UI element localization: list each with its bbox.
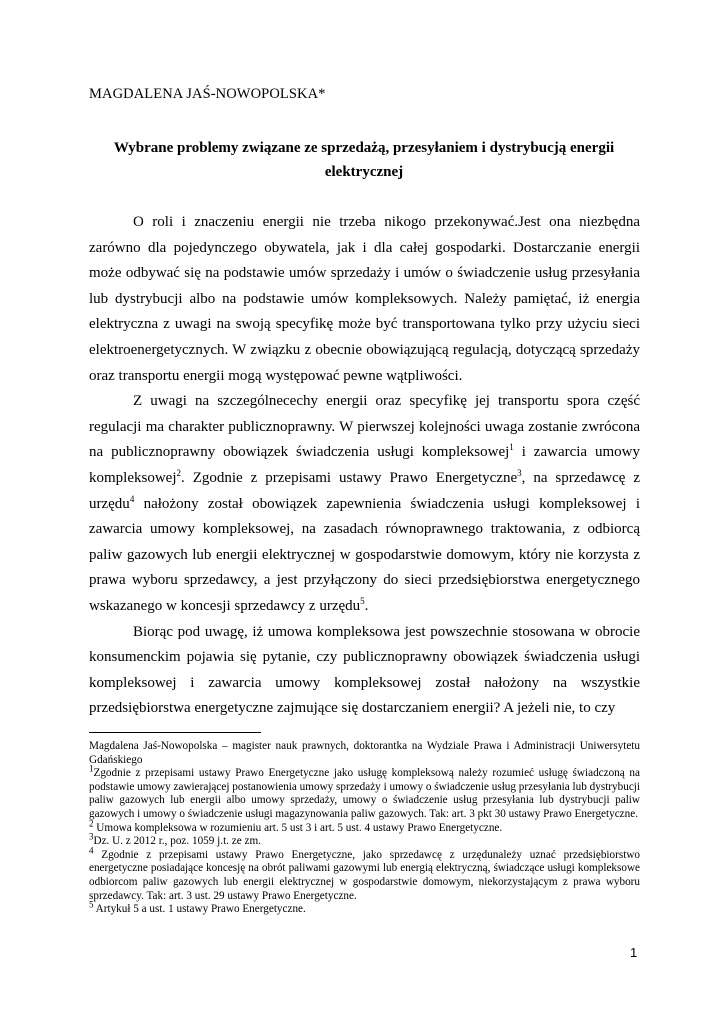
footnote-1-text: Zgodnie z przepisami ustawy Prawo Energetyczne jako usługę kompleksową należy rozumieć usługę świadczoną na podstawie umowy zawierającej postanowienia umowy sprzedaży i umowy o świadczenie usług przesyłania lub dystrybucji paliw gazowych lub energii albo umowy sprzedaży, umowy o świadczenie usług przesyłania lub dystrybucji paliw gazowych i umowy o świadczenie usługi magazynowania paliw gazowych. Tak: art. 3 pkt 30 ustawy Prawo Energetyczne. (89, 767, 640, 820)
paragraph-2 (89, 389, 640, 619)
footnote-5 (89, 899, 640, 917)
footnote-ref-5[interactable]: 5 (360, 595, 365, 606)
footnote-ref-1[interactable]: 1 (509, 442, 514, 453)
footnote-3 (89, 831, 640, 849)
footnote-2-text: Umowa kompleksowa w rozumieniu art. 5 ust 3 i art. 5 ust. 4 ustawy Prawo Energetyczne. (93, 821, 503, 834)
footnotes (89, 740, 640, 917)
paragraph-2-text-b: i zawarcia umowy kompleksowej (89, 444, 640, 486)
page-number: 1 (630, 945, 638, 960)
paragraph-1: O roli i znaczeniu energii nie trzeba nikogo przekonywać.Jest ona niezbędna zarówno dla pojedynczego obywatela, jak i dla całej gospodarki. Dostarczanie energii może odbywać się na podstawie umów sprzedaży i umów o świadczenie usług przesyłania lub dystrybucji albo na podstawie umów kompleksowych. Należy pamiętać, iż energia elektryczna z uwagi na swoją specyfikę może być transportowana tylko przy użyciu sieci elektroenergetycznych. W związku z obecnie obowiązującą regulacją, dotyczącą sprzedaży oraz transportu energii mogą występować pewne wątpliwości. (89, 214, 640, 384)
paragraph-2-text-e: nałożony został obowiązek zapewnienia świadczenia usługi kompleksowej i zawarcia umowy kompleksowej, na zasadach równoprawnego traktowania, z odbiorcą paliw gazowych lub energii elektrycznej w gospodarstwie domowym, który nie korzysta z prawa wyboru sprzedawcy, a jest przyłączony do sieci przedsiębiorstwa energetycznego wskazanego w koncesji sprzedawcy z urzędu (89, 495, 640, 614)
footnote-3-text: Dz. U. z 2012 r., poz. 1059 j.t. ze zm. (93, 835, 261, 848)
paragraph-2-text-c: . Zgodnie z przepisami ustawy Prawo Energetyczne (181, 469, 518, 486)
footnote-4 (89, 845, 640, 903)
footnote-4-text: Zgodnie z przepisami ustawy Prawo Energetyczne, jako sprzedawcę z urzędunależy uznać przedsiębiorstwo energetyczne posiadające koncesję na obrót paliwami gazowymi lub energią elektryczną, świadczące usługi kompleksowe odbiorcom paliw gazowych lub energii elektrycznej w gospodarstwie domowym, niekorzystającym z prawa wyboru sprzedawcy. Tak: art. 3 ust. 29 ustawy Prawo Energetyczne. (89, 848, 640, 902)
footnote-2 (89, 817, 640, 836)
footnote-2-marker: 2 (89, 817, 94, 828)
paragraph-2-text-a: Z uwagi na szczególnecechy energii oraz specyfikę jej transportu spora część regulacji ma charakter publicznoprawny. W pierwszej kolejności uwaga zostanie zwrócona na publicznoprawny obowiązek świadczenia usługi kompleksowej (89, 393, 640, 461)
footnote-1 (89, 763, 640, 821)
paragraph-2-text-f: . (364, 597, 369, 614)
footnote-ref-4[interactable]: 4 (129, 493, 135, 504)
footnote-ref-2[interactable]: 2 (176, 467, 181, 478)
footnote-author: Magdalena Jaś-Nowopolska – magister nauk prawnych, doktorantka na Wydziale Prawa i Administracji Uniwersytetu Gdańskiego (89, 740, 640, 766)
footnote-4-marker: 4 (89, 845, 94, 856)
article-title: Wybrane problemy związane ze sprzedażą, przesyłaniem i dystrybucją energii elektrycznej (113, 140, 615, 180)
paragraph-3: Biorąc pod uwagę, iż umowa kompleksowa jest powszechnie stosowana w obrocie konsumenckim pojawia się pytanie, czy publicznoprawny obowiązek świadczenia usługi kompleksowej i zawarcia umowy kompleksowej został nałożony na wszystkie przedsiębiorstwa energetyczne zajmujące się dostarczaniem energii? A jeżeli nie, to czy (89, 623, 640, 717)
footnote-1-marker: 1 (89, 763, 94, 774)
footnote-ref-3[interactable]: 3 (517, 467, 522, 478)
article-body (89, 210, 640, 722)
footnote-separator (89, 732, 261, 733)
footnote-5-marker: 5 (89, 899, 94, 910)
footnote-3-marker: 3 (89, 831, 94, 842)
author-name: MAGDALENA JAŚ-NOWOPOLSKA* (89, 86, 326, 102)
paragraph-2-text-d: , na sprzedawcę z urzędu (89, 469, 640, 512)
footnote-5-text: Artykuł 5 a ust. 1 ustawy Prawo Energetyczne. (93, 903, 306, 916)
